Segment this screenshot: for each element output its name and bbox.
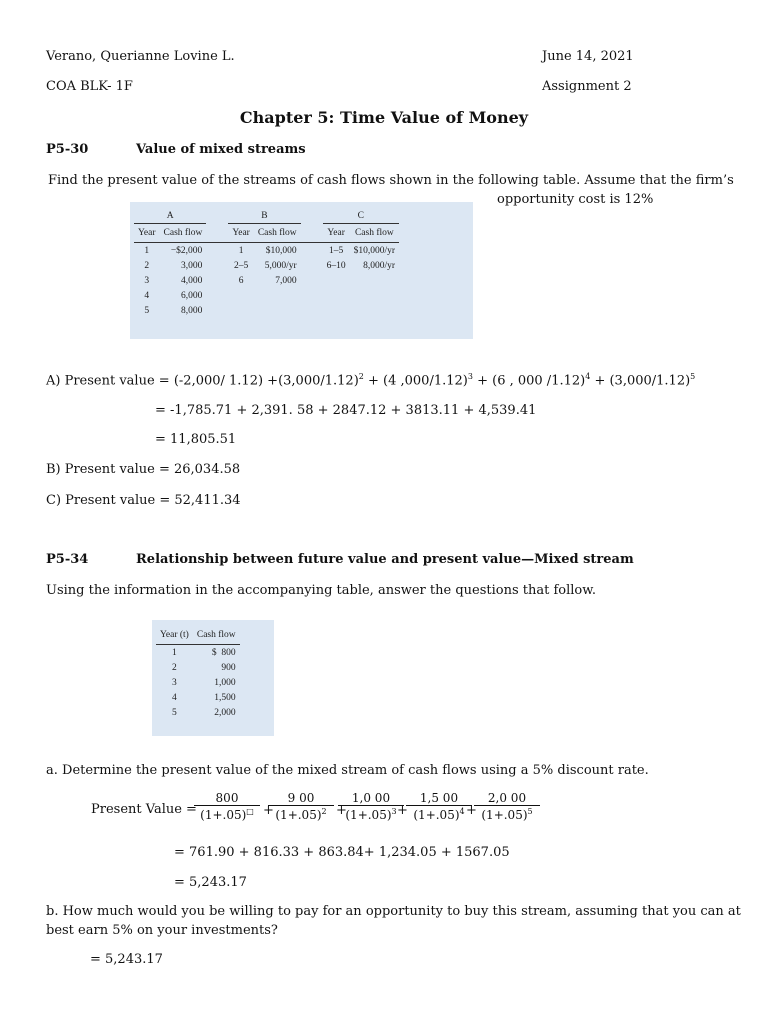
fraction-denominator: (1+.05)□	[194, 805, 260, 822]
plus-sign: +	[397, 803, 408, 818]
problem-title-p5-30: Value of mixed streams	[136, 142, 306, 157]
column-header: Cash flow	[193, 626, 240, 645]
plus-sign: +	[466, 803, 477, 818]
answer-a-equation: A) Present value = (-2,000/ $1.12) +(3,000/1.12)^2 + (4$ ,000/1.12)$^3$ + (6 , 000 $/1.12)^4 + (3,000/1.12)^5$	[46, 372, 696, 389]
problem-number-p5-30: P5-30	[46, 142, 89, 157]
table-cell	[323, 303, 350, 318]
table-cell: 1	[172, 647, 177, 658]
fraction-term-5	[474, 791, 540, 822]
table-cell: 4	[144, 290, 150, 301]
table-cell	[254, 288, 301, 303]
table-cell: −$2,000	[170, 245, 203, 256]
table-cell: 4	[172, 692, 177, 703]
table-row	[134, 273, 399, 288]
exponent: 5	[527, 807, 533, 816]
column-header: Year	[323, 224, 350, 243]
table-cell	[350, 303, 399, 318]
table-cell	[323, 288, 350, 303]
table-row	[134, 288, 399, 303]
column-header: Cash flow	[160, 224, 207, 243]
table-cell: 3,000	[180, 260, 203, 271]
table-cell: 6–10	[326, 260, 346, 271]
fraction-term-4	[406, 791, 472, 822]
equation-term: (4 ,000/1.12)	[383, 373, 468, 389]
table-row	[134, 303, 399, 318]
column-header: Cash flow	[254, 224, 301, 243]
exponent: 5	[690, 372, 696, 381]
table-cell: 6,000	[180, 290, 203, 301]
table-cell	[228, 303, 254, 318]
answer-a-result: = 11,805.51	[155, 432, 237, 447]
calculation-line: = 761.90 + 816.33 + 863.84+ 1,234.05 + 1567.05	[174, 845, 510, 860]
fraction-term-3	[338, 791, 404, 822]
table-cell: 5	[144, 305, 150, 316]
course: COA BLK- 1F	[46, 79, 133, 94]
exponent: 2	[358, 372, 364, 381]
table-cell	[228, 288, 254, 303]
group-header-b: B	[261, 210, 268, 221]
equation-term: (3,000/1.12)	[609, 373, 691, 389]
student-name: Verano, Querianne Lovine L.	[46, 49, 235, 64]
table-cell	[350, 288, 399, 303]
plus-sign: +	[263, 803, 274, 818]
exponent: 4	[585, 372, 591, 381]
chapter-title: Chapter 5: Time Value of Money	[239, 108, 529, 127]
fraction-denominator: $(1+.05)^4$	[406, 805, 472, 822]
equation-term: (-2,000/ 1.12)	[173, 373, 264, 389]
table-cell: 8,000/yr	[363, 260, 396, 271]
fraction-term-1	[194, 791, 260, 822]
table-cell	[323, 273, 350, 288]
problem-number-p5-34: P5-34	[46, 552, 89, 567]
table-cell: $ 800	[211, 647, 236, 658]
result-line: = 5,243.17	[174, 875, 247, 890]
plus-sign: +	[336, 803, 347, 818]
table-cell: 5	[172, 707, 177, 718]
table-row	[156, 660, 240, 675]
table-cell: $10,000	[265, 245, 297, 256]
fraction-denominator: $(1+.05)^5$	[474, 805, 540, 822]
table-row	[156, 645, 240, 661]
group-header-c: C	[357, 210, 365, 221]
assignment-label: Assignment 2	[542, 79, 632, 94]
table-cell: 8,000	[180, 305, 203, 316]
table-cell: $10,000/yr	[353, 245, 396, 256]
problem-prompt-line2: opportunity cost is 12%	[497, 192, 654, 207]
table-row	[134, 258, 399, 273]
present-value-label: Present Value =	[91, 802, 197, 817]
fraction-denominator: $(1+.05)^3$	[338, 805, 404, 822]
answer-b-result: = 5,243.17	[90, 952, 163, 967]
fraction-denominator: $(1+.05)^2$	[268, 805, 334, 822]
table-row	[156, 675, 240, 690]
table-cell: 6	[238, 275, 244, 286]
column-header: Year	[134, 224, 160, 243]
table-cell: 1,000	[214, 677, 236, 688]
exponent: □	[246, 807, 254, 816]
exponent: 3	[467, 372, 473, 381]
answer-c: C) Present value = 52,411.34	[46, 493, 241, 508]
column-header: Cash flow	[350, 224, 399, 243]
answer-a-calculation: = -1,785.71 + 2,391. 58 + 2847.12 + 3813.11 + 4,539.41	[155, 403, 537, 418]
answer-a-prefix: A) Present value =	[46, 373, 174, 389]
fraction-numerator: 2,0 00	[487, 791, 527, 805]
table-cell: 3	[144, 275, 150, 286]
cash-flow-table-mixed-streams	[130, 202, 473, 339]
cash-flow-table-mixed-stream	[152, 620, 274, 736]
question-b-line2: best earn 5% on your investments?	[46, 923, 278, 938]
table-cell: 3	[172, 677, 177, 688]
table-cell: 1–5	[329, 245, 344, 256]
problem-prompt: Using the information in the accompanying table, answer the questions that follow.	[46, 583, 596, 598]
table-cell: 2	[144, 260, 150, 271]
table-row	[156, 705, 240, 720]
exponent: 3	[391, 807, 397, 816]
exponent: 2	[321, 807, 327, 816]
fraction-numerator: 1,0 00	[351, 791, 391, 805]
date: June 14, 2021	[542, 49, 634, 64]
column-header: Year (t)	[156, 626, 193, 645]
column-header: Year	[228, 224, 254, 243]
problem-title-p5-34: Relationship between future value and present value—Mixed stream	[136, 552, 634, 567]
exponent: 4	[459, 807, 465, 816]
question-a: a. Determine the present value of the mixed stream of cash flows using a 5% discount rate.	[46, 763, 649, 778]
equation-term: (6 , 000 /1.12)	[492, 373, 586, 389]
table-cell: 2,000	[214, 707, 236, 718]
answer-b: B) Present value = 26,034.58	[46, 462, 241, 477]
question-b-line1: b. How much would you be willing to pay for an opportunity to buy this stream, assuming that you can at	[46, 904, 741, 919]
table-cell: 4,000	[180, 275, 203, 286]
table-cell: 5,000/yr	[264, 260, 297, 271]
problem-prompt-line1: Find the present value of the streams of cash flows shown in the following table. Assume that the firm’s	[48, 173, 734, 188]
table-cell	[350, 273, 399, 288]
equation-term: (3,000/1.12)	[278, 373, 359, 389]
table-cell: 2–5	[233, 260, 249, 271]
table-row	[134, 243, 399, 259]
table-row	[156, 690, 240, 705]
fraction-numerator: 1,5 00	[419, 791, 459, 805]
table-cell: 1	[238, 245, 244, 256]
fraction-numerator: 9 00	[287, 791, 315, 805]
fraction-term-2	[268, 791, 334, 822]
table-cell	[254, 303, 301, 318]
group-header-a: A	[166, 210, 174, 221]
fraction-numerator: 800	[215, 791, 239, 805]
table-cell: 7,000	[275, 275, 297, 286]
table-cell: 900	[221, 662, 236, 673]
table-cell: 1	[144, 245, 150, 256]
table-cell: 1,500	[214, 692, 236, 703]
table-cell: 2	[172, 662, 177, 673]
